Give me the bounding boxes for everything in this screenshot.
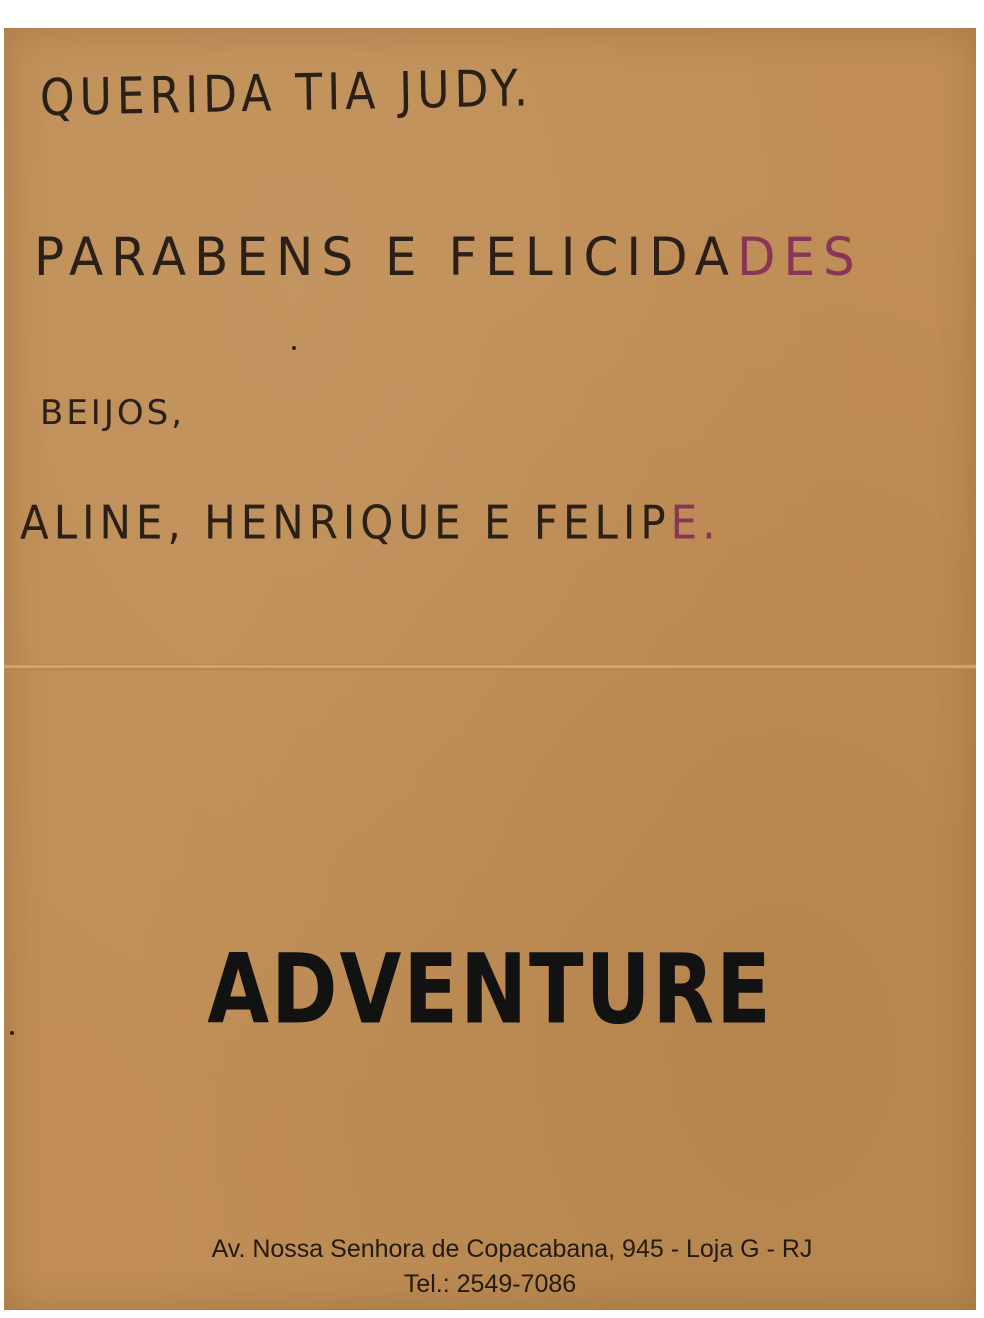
card-fold-line [4,664,976,670]
handwritten-signatures [20,496,721,550]
handwritten-salutation: QUERIDA TIA JUDY. [39,59,534,128]
ink-speck [292,346,296,350]
handwritten-greeting [34,227,863,288]
greeting-pink-ink: DES [736,226,863,288]
greeting-text: PARABENS E FELICIDA [34,226,737,288]
store-address: Av. Nossa Senhora de Copacabana, 945 - Loja G - RJ [211,1235,813,1263]
store-phone: Tel.: 2549-7086 [403,1270,577,1298]
signatures-pink-ink: E. [670,495,721,550]
kraft-paper-card [4,28,976,1310]
adventure-logo: ADVENTURE [207,933,773,1046]
signatures-text: ALINE, HENRIQUE E FELIP [20,495,671,550]
handwritten-closing: BEIJOS, [40,393,186,433]
